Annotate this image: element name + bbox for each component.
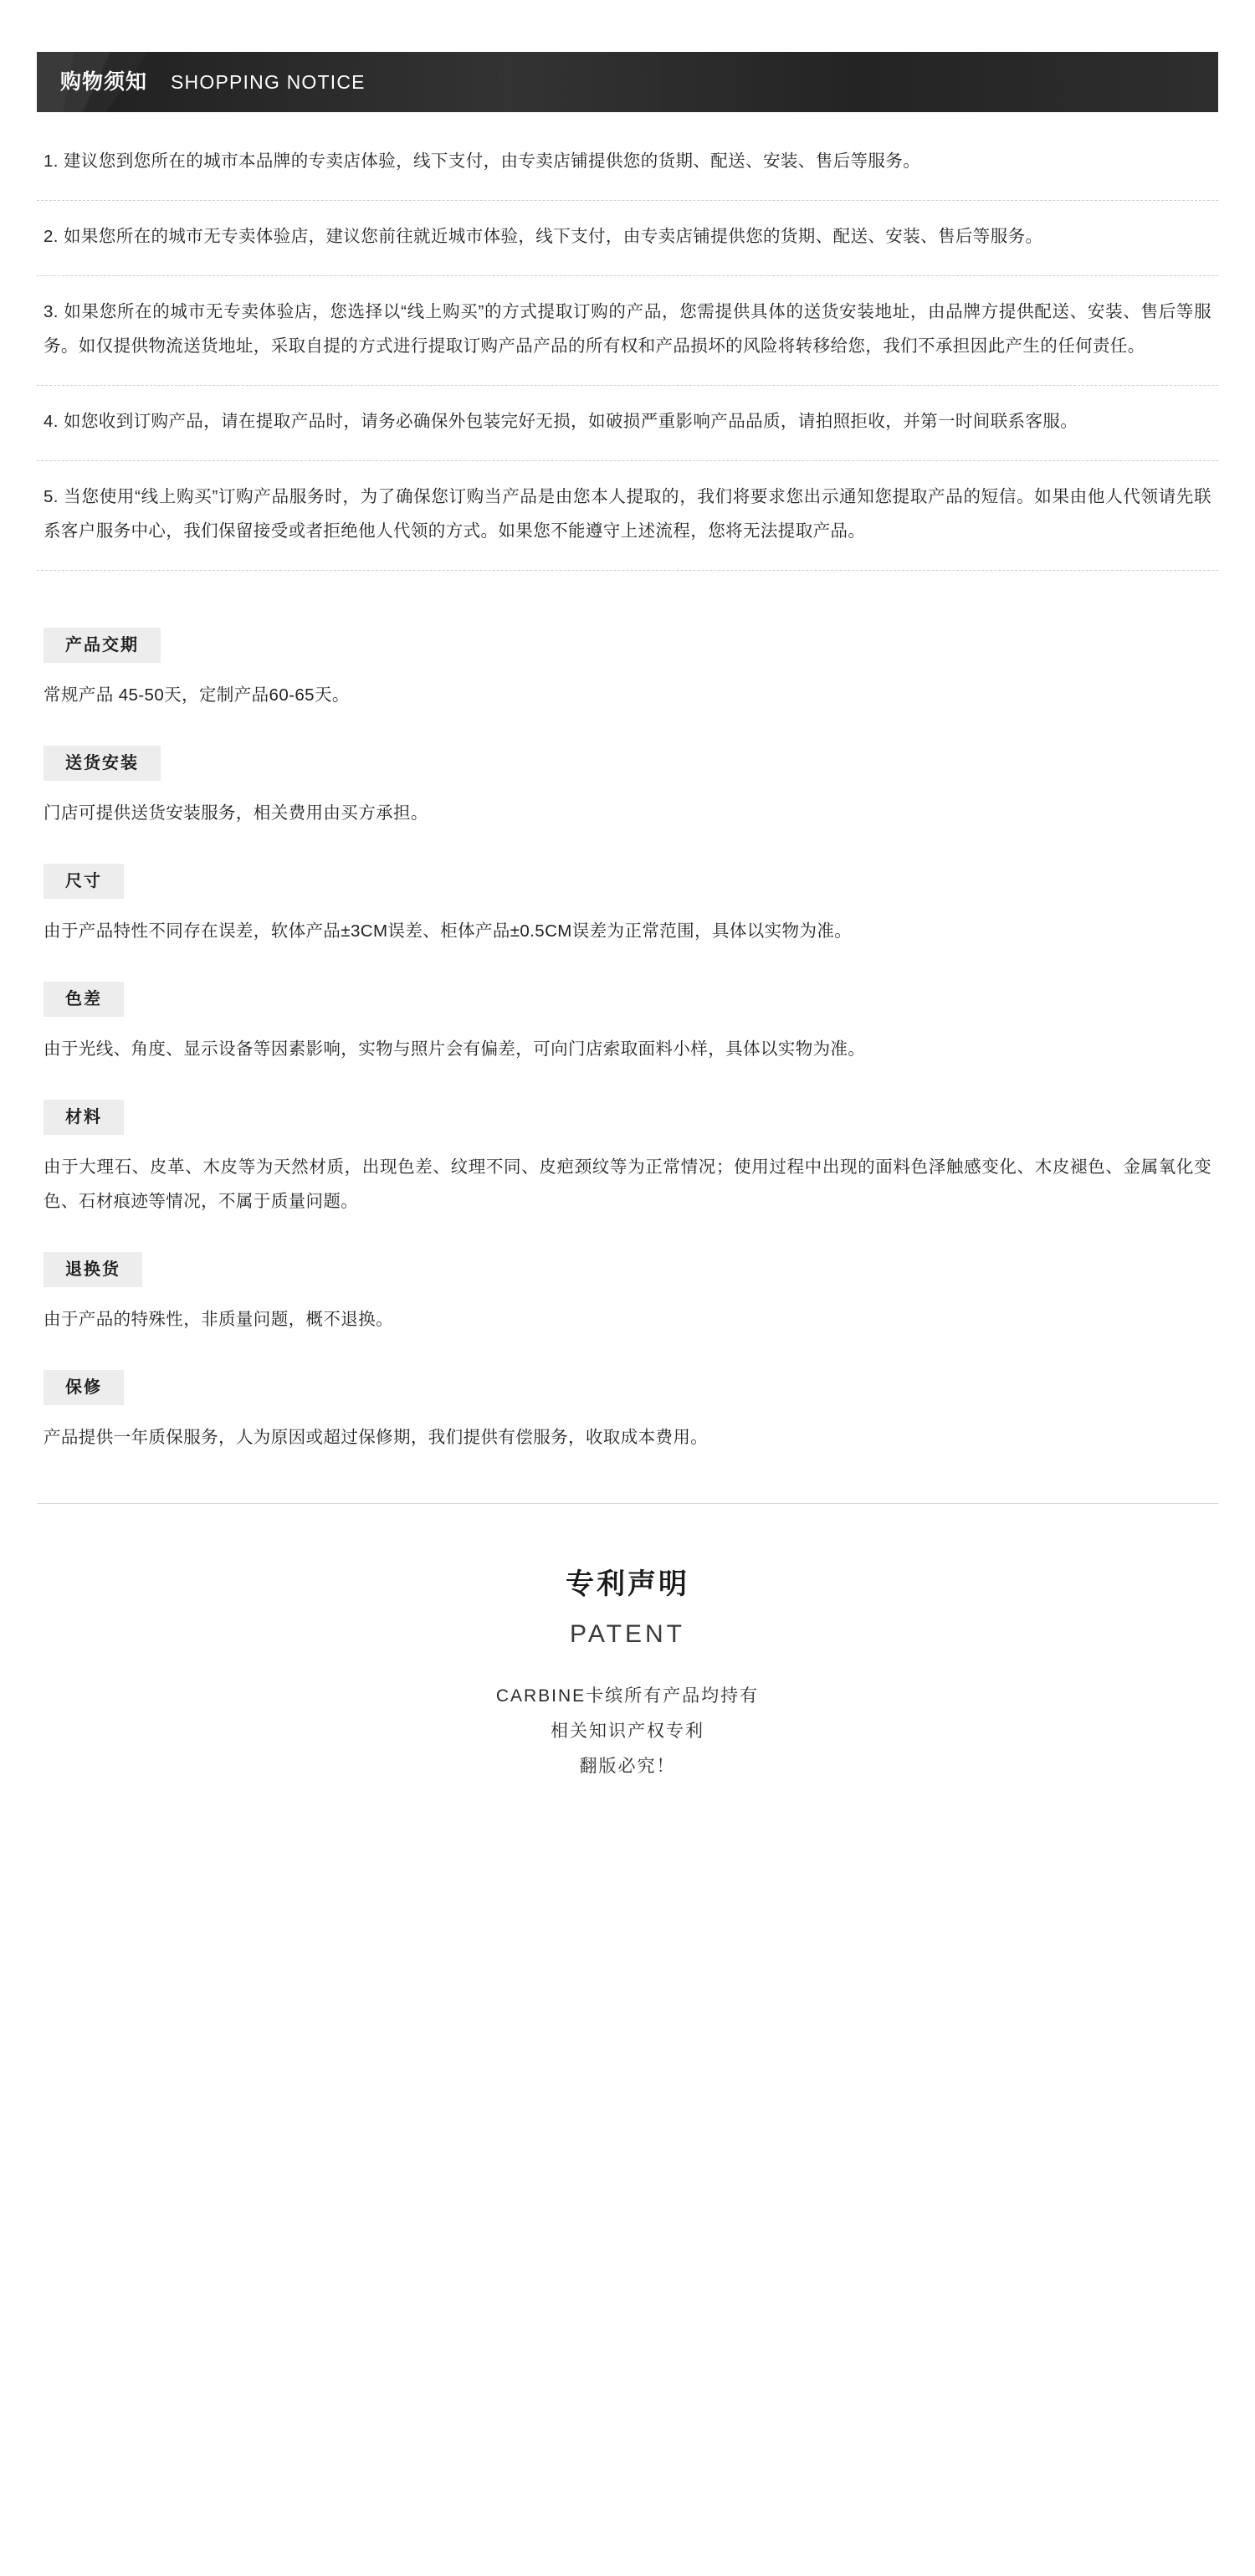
spec-tag: 产品交期: [44, 628, 161, 663]
spec-body: 由于大理石、皮革、木皮等为天然材质，出现色差、纹理不同、皮疤颈纹等为正常情况；使用过程中出现的面料色泽触感变化、木皮褪色、金属氧化变色、石材痕迹等情况，不属于质量问题。: [44, 1157, 1211, 1211]
product-spec-list: [37, 571, 1218, 1463]
notice-rule-item: 2. 如果您所在的城市无专卖体验店，建议您前往就近城市体验，线下支付，由专卖店铺提供您的货期、配送、安装、售后等服务。: [37, 201, 1218, 276]
top-spacer: [0, 0, 1255, 52]
spec-body: 产品提供一年质保服务，人为原因或超过保修期，我们提供有偿服务，收取成本费用。: [44, 1428, 709, 1447]
patent-line: 相关知识产权专利: [551, 1722, 704, 1742]
spec-tag: 尺寸: [44, 864, 124, 899]
spec-block-warranty: [37, 1352, 1218, 1463]
notice-rule-list: [37, 112, 1218, 571]
spec-body: 由于光线、角度、显示设备等因素影响，实物与照片会有偏差，可向门店索取面料小样，具体以实物为准。: [44, 1039, 866, 1059]
spec-body: 常规产品 45-50天，定制产品60-65天。: [44, 685, 350, 705]
spec-tag: 保修: [44, 1370, 124, 1405]
patent-line: 翻版必究！: [579, 1757, 676, 1777]
spec-block-dimensions: [37, 845, 1218, 957]
header-title-cn: 购物须知: [60, 69, 148, 94]
notice-rule-item: 1. 建议您到您所在的城市本品牌的专卖店体验，线下支付，由专卖店铺提供您的货期、配送、安装、售后等服务。: [37, 126, 1218, 201]
spec-tag: 退换货: [44, 1252, 142, 1287]
patent-title-en: PATENT: [570, 1620, 685, 1649]
spec-tag: 送货安装: [44, 746, 161, 781]
spec-block-returns-exchanges: [37, 1234, 1218, 1345]
patent-text-block: [0, 1679, 1255, 1784]
notice-rule-item: 4. 如您收到订购产品，请在提取产品时，请务必确保外包装完好无损，如破损严重影响产品品质，请拍照拒收，并第一时间联系客服。: [37, 386, 1218, 461]
spec-block-delivery-installation: [37, 727, 1218, 839]
header-title-en: SHOPPING NOTICE: [171, 70, 366, 93]
bottom-spacer: [0, 1784, 1255, 1818]
spec-block-material: [37, 1081, 1218, 1227]
spec-body: 由于产品的特殊性，非质量问题，概不退换。: [44, 1310, 393, 1329]
spec-tag: 材料: [44, 1100, 124, 1135]
notice-rule-item: 5. 当您使用“线上购买”订购产品服务时，为了确保您订购当产品是由您本人提取的，我们将要求您出示通知您提取产品的短信。如果由他人代领请先联系客户服务中心，我们保留接受或者拒绝他人代领的方式。如果您不能遵守上述流程，您将无法提取产品。: [37, 461, 1218, 571]
notice-rule-item: 3. 如果您所在的城市无专卖体验店，您选择以“线上购买”的方式提取订购的产品，您需提供具体的送货安装地址，由品牌方提供配送、安装、售后等服务。如仅提供物流送货地址，采取自提的方式进行提取订购产品产品的所有权和产品损坏的风险将转移给您，我们不承担因此产生的任何责任。: [37, 276, 1218, 386]
spec-body: 由于产品特性不同存在误差，软体产品±3CM误差、柜体产品±0.5CM误差为正常范围，具体以实物为准。: [44, 921, 853, 941]
patent-statement-section: [0, 1504, 1255, 1784]
spec-block-color-difference: [37, 963, 1218, 1075]
shopping-notice-header: [37, 52, 1218, 112]
spec-tag: 色差: [44, 982, 124, 1017]
spec-body: 门店可提供送货安装服务，相关费用由买方承担。: [44, 803, 428, 823]
patent-title-cn: 专利声明: [566, 1568, 689, 1600]
spec-block-delivery-lead-time: [37, 609, 1218, 721]
patent-line: CARBINE卡缤所有产品均持有: [495, 1686, 760, 1706]
